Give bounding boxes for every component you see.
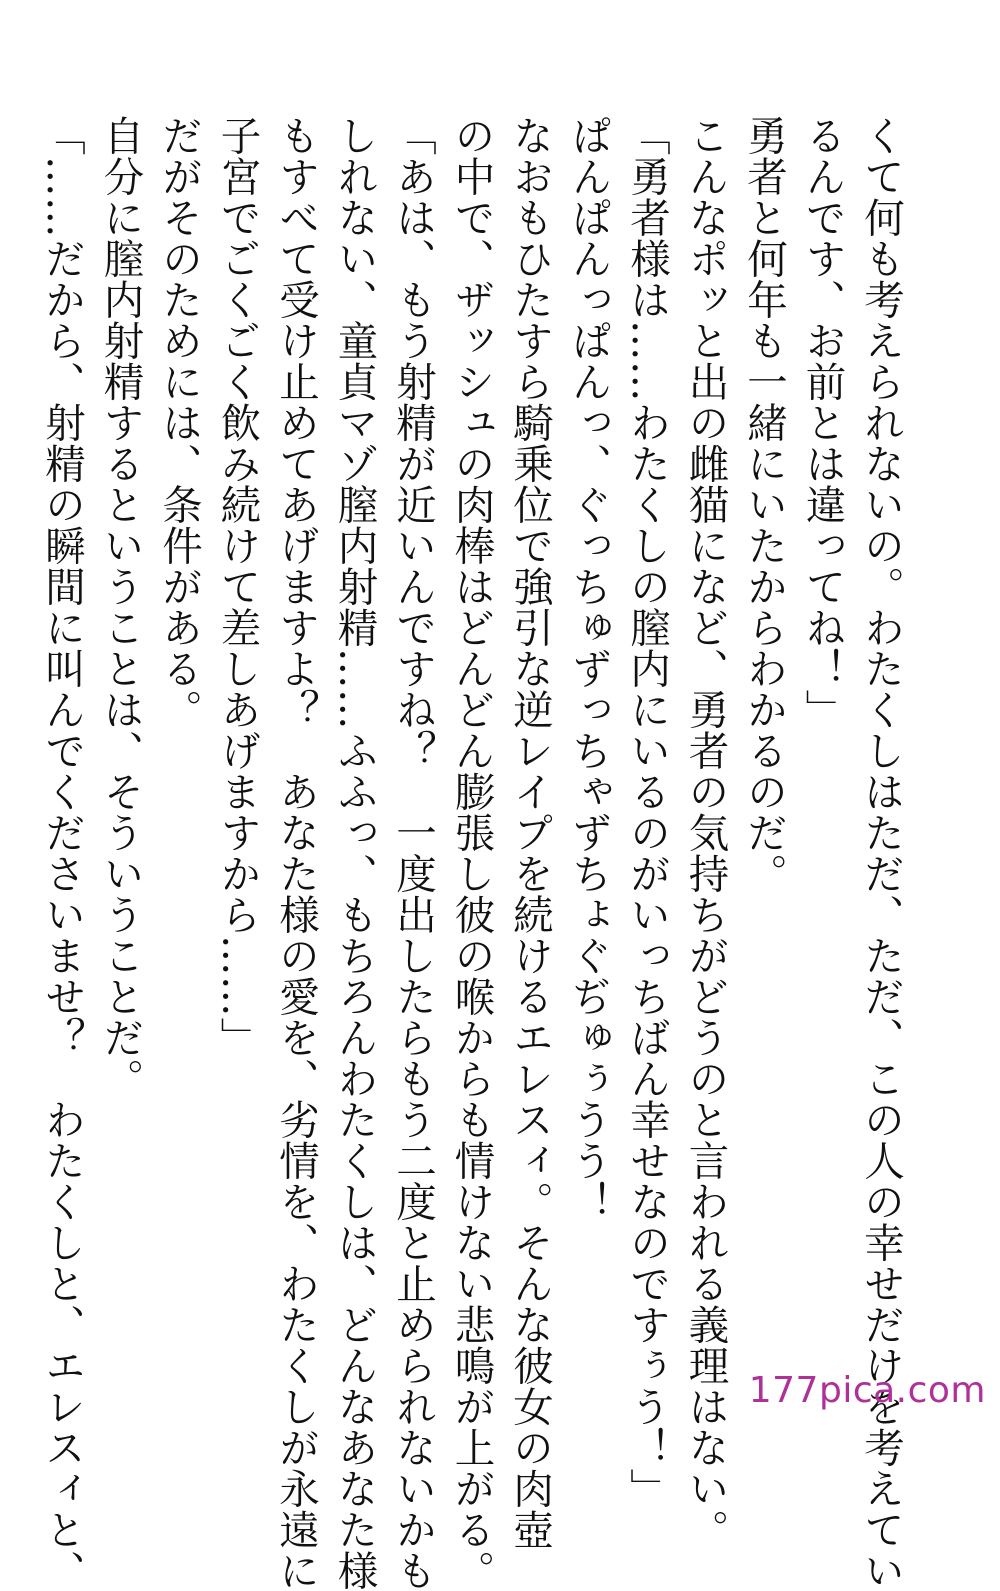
- text-column-4: こんなポッと出の雌猫になど、勇者の気持ちがどうのと言われる義理はない。: [681, 115, 730, 1550]
- text-column-10: しれない、童貞マゾ膣内射精……ふふっ、もちろんわたくしは、どんなあなた様: [330, 115, 379, 1591]
- text-column-14: 自分に膣内射精するということは、そういうことだ。: [96, 115, 145, 1099]
- text-column-11: もすべて受け止めてあげますよ？ あなた様の愛を、劣情を、わたくしが永遠に: [272, 115, 320, 1591]
- text-column-13: だがそのためには、条件がある。: [155, 115, 203, 730]
- text-column-12: 子宮でごくごく飲み続けて差しあげますから……」: [213, 115, 262, 1058]
- text-column-9: 「あは、もう射精が近いんですね？ 一度出したらもう二度と止められないかも: [389, 115, 437, 1591]
- text-column-5: 「勇者様は……わたくしの膣内にいるのがいっちばん幸せなのですぅう！」: [623, 115, 671, 1509]
- text-column-15: 「……だから、射精の瞬間に叫んでくださいませ？ わたくしと、エレスィと、: [38, 115, 86, 1591]
- site-watermark: 177pica.com: [748, 1370, 986, 1411]
- text-column-7: なおもひたすら騎乗位で強引な逆レイプを続けるエレスィ。そんな彼女の肉壺: [506, 115, 554, 1550]
- text-column-1: くて何も考えられないの。わたくしはただ、ただ、この人の幸せだけを考えてい: [857, 115, 905, 1591]
- text-column-6: ぱんぱんっぱんっ、ぐっちゅずっちゃずちょぐぢゅぅうう！: [564, 115, 613, 1222]
- text-column-3: 勇者と何年も一緒にいたからわかるのだ。: [740, 115, 788, 894]
- text-column-8: の中で、ザッシュの肉棒はどんどん膨張し彼の喉からも情けない悲鳴が上がる。: [447, 115, 496, 1591]
- text-column-2: るんです、お前とは違ってね！」: [798, 115, 847, 730]
